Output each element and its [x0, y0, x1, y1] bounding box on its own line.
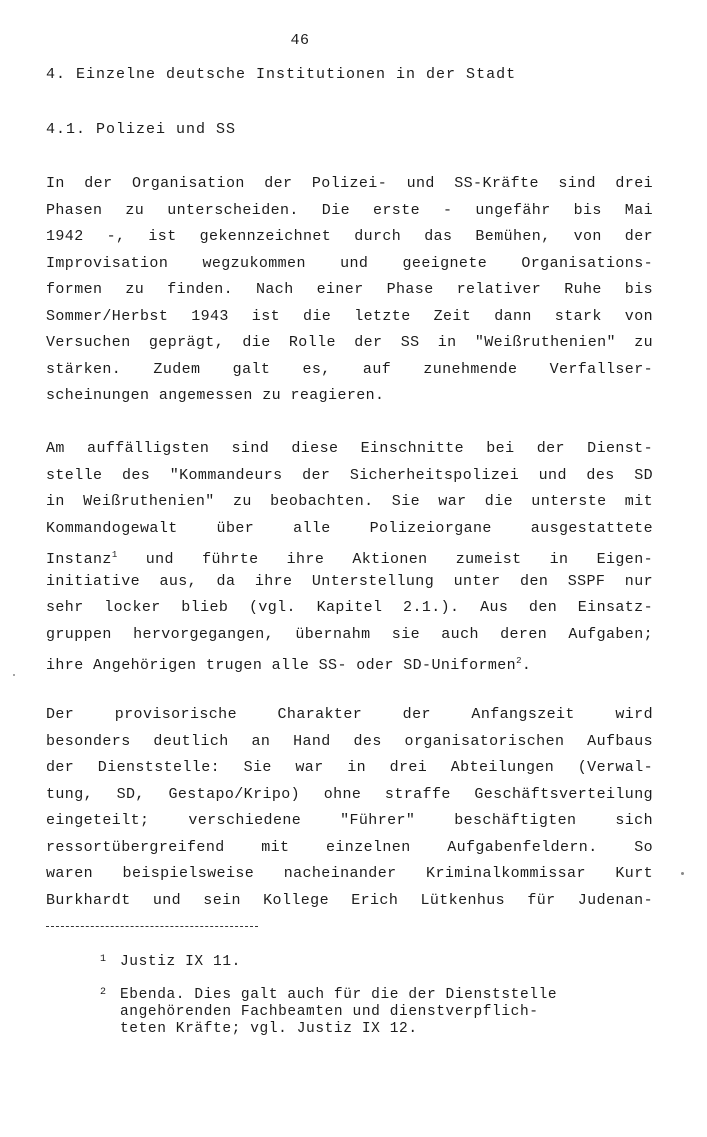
footnote-line: angehörenden Fachbeamten und dienstverpflich-: [120, 1004, 539, 1020]
text-line: Sommer/Herbst 1943 ist die letzte Zeit dann stark von: [46, 307, 653, 325]
text-line-with-footnote: [46, 542, 653, 569]
footnote-1: [100, 954, 640, 971]
footnote-2: [100, 987, 640, 1038]
footnote-line: Justiz IX 11.: [120, 954, 241, 970]
footnote-line: teten Kräfte; vgl. Justiz IX 12.: [120, 1021, 418, 1037]
text-line: Am auffälligsten sind diese Einschnitte bei der Dienst-: [46, 440, 653, 457]
text-line: ressortübergreifend mit einzelnen Aufgabenfeldern. So: [46, 838, 653, 856]
text-line: tung, SD, Gestapo/Kripo) ohne straffe Geschäftsverteilung: [46, 785, 653, 803]
text-line: Kommandogewalt über alle Polizeiorgane ausgestattete: [46, 519, 653, 537]
paragraph-2: [46, 436, 653, 675]
text-line: scheinungen angemessen zu reagieren.: [46, 387, 385, 404]
text-fragment: Instanz: [46, 551, 112, 568]
footnote-mark: 2: [100, 987, 107, 998]
text-line: formen zu finden. Nach einer Phase relativer Ruhe bis: [46, 281, 653, 298]
section-heading: 4. Einzelne deutsche Institutionen in der Stadt: [46, 66, 517, 83]
footnote-ref-1[interactable]: 1: [111, 550, 118, 560]
text-line: In der Organisation der Polizei- und SS-Kräfte sind drei: [46, 175, 653, 192]
text-line: initiative aus, da ihre Unterstellung unter den SSPF nur: [46, 572, 653, 590]
footnote-line: Ebenda. Dies galt auch für die der Dienststelle: [120, 987, 558, 1003]
text-line: in Weißruthenien" zu beobachten. Sie war die unterste mit: [46, 493, 653, 510]
scan-speck: [13, 674, 15, 676]
text-line: Burkhardt und sein Kollege Erich Lütkenhus für Judenan-: [46, 891, 653, 909]
subsection-heading: 4.1. Polizei und SS: [46, 121, 237, 138]
text-line: stelle des "Kommandeurs der Sicherheitspolizei und des SD: [46, 466, 653, 484]
text-line: Versuchen geprägt, die Rolle der SS in "Weißruthenien" zu: [46, 334, 653, 351]
paragraph-1: [46, 171, 653, 410]
footnote-ref-2[interactable]: 2: [516, 656, 522, 666]
paragraph-3: [46, 702, 653, 914]
text-line: besonders deutlich an Hand des organisatorischen Aufbaus: [46, 732, 653, 750]
text-line: waren beispielsweise nacheinander Kriminalkommissar Kurt: [46, 865, 653, 882]
text-line: Phasen zu unterscheiden. Die erste - ungefähr bis Mai: [46, 201, 653, 219]
text-line: sehr locker blieb (vgl. Kapitel 2.1.). Aus den Einsatz-: [46, 599, 653, 616]
text-fragment: ihre Angehörigen trugen alle SS- oder SD-Uniformen: [46, 657, 517, 674]
footnote-mark: 1: [100, 954, 107, 965]
text-fragment: und führte ihre Aktionen zumeist in Eigen-: [117, 551, 653, 568]
text-fragment: .: [521, 657, 532, 674]
text-line: gruppen hervorgegangen, übernahm sie auch deren Aufgaben;: [46, 625, 653, 643]
text-line: Der provisorische Charakter der Anfangszeit wird: [46, 706, 653, 723]
text-line: Improvisation wegzukommen und geeignete Organisations-: [46, 254, 653, 272]
page-number: 46: [290, 32, 310, 49]
text-line: stärken. Zudem galt es, auf zunehmende Verfallser-: [46, 360, 653, 378]
footnotes: [100, 954, 640, 1054]
scan-speck: [681, 872, 684, 875]
text-line-with-footnote: [46, 648, 653, 675]
text-line: eingeteilt; verschiedene "Führer" beschäftigten sich: [46, 812, 653, 829]
text-line: 1942 -, ist gekennzeichnet durch das Bemühen, von der: [46, 228, 653, 245]
text-line: der Dienststelle: Sie war in drei Abteilungen (Verwal-: [46, 759, 653, 776]
footnote-separator: [46, 926, 258, 927]
